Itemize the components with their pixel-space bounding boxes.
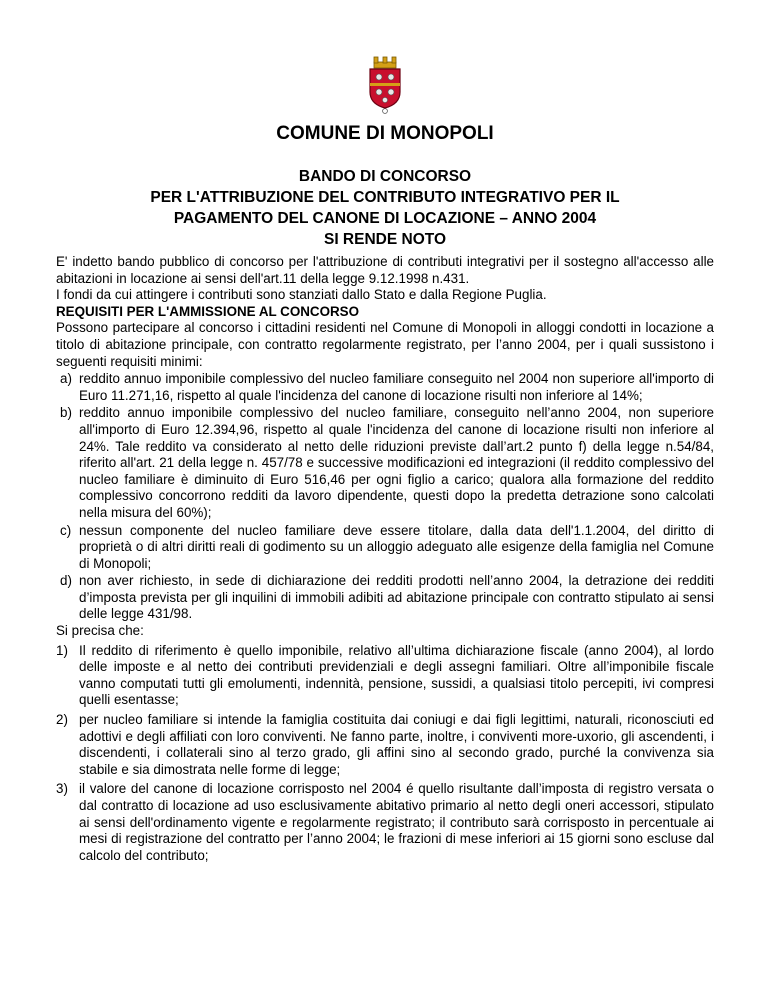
notice-body [56, 254, 714, 864]
requirement-label: a) [60, 371, 72, 387]
clarification-item [56, 643, 714, 709]
notice-title-line: SI RENDE NOTO [323, 231, 446, 248]
city-title: COMUNE DI MONOPOLI [276, 123, 494, 144]
clarification-text: Il reddito di riferimento è quello imponibile, relativo all’ultima dichiarazione fiscale (anno 2004), al lordo delle imposte e al netto dei contributi previdenziali e degli assegni familiari. Oltre all’imponibile fiscale vanno computati tutti gli emolumenti, indennità, pensione, sussidi, a qualsiasi titolo percepiti, ivi compresi quelli esentasse; [79, 642, 714, 708]
requirement-item [56, 405, 714, 521]
requirement-label: c) [60, 522, 72, 538]
requirement-item [56, 371, 714, 404]
requirement-text: nessun componente del nucleo familiare deve essere titolare, dalla data dell'1.1.2004, del diritto di proprietà o di altri diritti reali di godimento su un alloggio adeguato alle esigenze della famiglia nel Comune di Monopoli; [79, 522, 714, 571]
clarification-label: 1) [56, 642, 68, 658]
requirement-item [56, 573, 714, 623]
clarification-intro: Si precisa che: [56, 623, 144, 639]
document-page [56, 56, 714, 864]
clarification-text: il valore del canone di locazione corrisposto nel 2004 é quello risultante dall’imposta di registro versata o dal contratto di locazione ad uso esclusivamente abitativo primario al netto degli oneri accessori, stipulato ai sensi dell'ordinamento vigente e regolarmente registrato; il contributo sarà corrisposto in percentuale ai mesi di registrazione del contratto per l’anno 2004; le frazioni di mese inferiori ai 15 giorni sono escluse dal calcolo del contributo; [79, 781, 714, 863]
city-coat-of-arms-icon [365, 56, 405, 114]
clarification-label: 3) [56, 781, 68, 797]
notice-title-line: PER L'ATTRIBUZIONE DEL CONTRIBUTO INTEGRATIVO PER IL [150, 189, 620, 206]
intro-paragraph: E' indetto bando pubblico di concorso per l'attribuzione di contributi integrativi per il sostegno all'accesso alle abitazioni in locazione ai sensi dell'art.11 della legge 9.12.1998 n.431. [56, 254, 714, 286]
requirement-item [56, 523, 714, 573]
requirement-text: non aver richiesto, in sede di dichiarazione dei redditi prodotti nell’anno 2004, la detrazione dei redditi d’imposta prevista per gli inquilini di immobili adibiti ad abitazione principale con contratto stipulato ai sensi delle legge 431/98. [79, 573, 714, 622]
notice-title-line: PAGAMENTO DEL CANONE DI LOCAZIONE – ANNO 2004 [173, 210, 597, 227]
notice-title-line: BANDO DI CONCORSO [298, 168, 472, 185]
clarification-text: per nucleo familiare si intende la famiglia costituita dai coniugi e dai figli legittimi, naturali, riconosciuti ed adottivi e degli affiliati con loro conviventi. Ne fanno parte, inoltre, i conviventi more-uxorio, gli ascendenti, i discendenti, i collaterali sino al terzo grado, gli affini sino al secondo grado, purché la convivenza sia stabile e sia dimostrata nelle forme di legge; [79, 712, 714, 777]
requirement-text: reddito annuo imponibile complessivo del nucleo familiare conseguito nel 2004 non superiore all'importo di Euro 11.271,16, rispetto al quale l'incidenza del canone di locazione risulti non inferiore al 14%; [79, 371, 714, 403]
section-heading: REQUISITI PER L'AMMISSIONE AL CONCORSO [56, 303, 360, 319]
crest-container [56, 56, 714, 114]
requirement-text: reddito annuo imponibile complessivo del nucleo familiare, conseguito nell’anno 2004, non superiore all'importo di Euro 12.394,96, rispetto al quale l'incidenza del canone di locazione risulti non inferiore al 24%. Tale reddito va considerato al netto delle riduzioni previste dall’art.2 punto f) della legge n.54/84, riferito all'art. 21 della legge n. 457/78 e successive modificazioni ed integrazioni (il reddito complessivo del nucleo familiare è diminuito di Euro 516,46 per ogni figlio a carico; qualora alla formazione del reddito complessivo concorrono redditi da lavoro dipendente, questi dopo la predetta detrazione sono calcolati nella misura del 60%); [79, 405, 714, 520]
requirement-label: b) [60, 405, 72, 421]
funds-paragraph: I fondi da cui attingere i contributi sono stanziati dallo Stato e dalla Regione Puglia. [56, 287, 547, 303]
eligibility-paragraph: Possono partecipare al concorso i cittadini residenti nel Comune di Monopoli in alloggi condotti in locazione a titolo di abitazione principale, con contratto regolarmente registrato, per l’anno 2004, per i quali sussistono i seguenti requisiti minimi: [56, 320, 714, 369]
requirement-label: d) [60, 573, 72, 589]
clarification-item [56, 781, 714, 864]
clarification-item [56, 712, 714, 778]
notice-title [56, 166, 714, 250]
clarification-label: 2) [56, 712, 68, 728]
